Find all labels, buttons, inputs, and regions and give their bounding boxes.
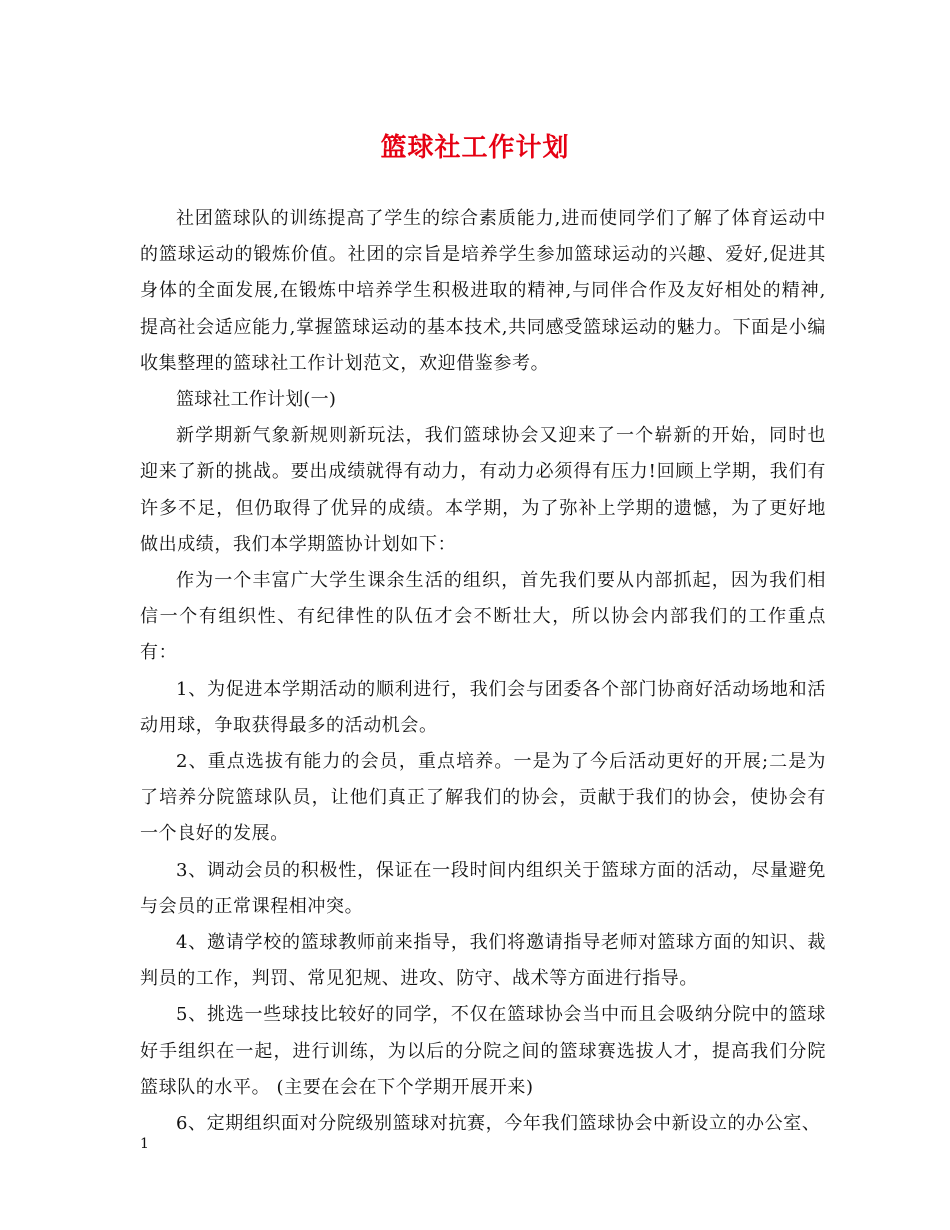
page-number: 1 [140,1136,149,1152]
section-heading: 篮球社工作计划(一) [176,389,337,411]
document-title: 篮球社工作计划 [380,133,570,163]
plan-item-5: 5、挑选一些球技比较好的同学，不仅在篮球协会当中而且会吸纳分院中的篮球好手组织在一起，进行训练，为以后的分院之间的篮球赛选拔人才，提高我们分院篮球队的水平。 (主要在会在下个学期开展开来) [140,1004,826,1098]
plan-item-6: 6、定期组织面对分院级别篮球对抗赛，今年我们篮球协会中新设立的办公室、 [176,1113,821,1135]
document-body [140,201,826,1142]
plan-item-4: 4、邀请学校的篮球教师前来指导，我们将邀请指导老师对篮球方面的知识、裁判员的工作，判罚、常见犯规、进攻、防守、战术等方面进行指导。 [140,932,826,990]
paragraph-new-semester: 新学期新气象新规则新玩法，我们篮球协会又迎来了一个崭新的开始，同时也迎来了新的挑战。要出成绩就得有动力，有动力必须得有压力!回顾上学期，我们有许多不足，但仍取得了优异的成绩。本学期，为了弥补上学期的遗憾，为了更好地做出成绩，我们本学期篮协计划如下： [140,425,826,555]
plan-item-1: 1、为促进本学期活动的顺利进行，我们会与团委各个部门协商好活动场地和活动用球，争取获得最多的活动机会。 [140,678,826,736]
plan-item-3: 3、调动会员的积极性，保证在一段时间内组织关于篮球方面的活动，尽量避免与会员的正常课程相冲突。 [140,859,826,917]
plan-item-2: 2、重点选拔有能力的会员，重点培养。一是为了今后活动更好的开展;二是为了培养分院篮球队员，让他们真正了解我们的协会，贡献于我们的协会，使协会有一个良好的发展。 [140,751,826,845]
intro-paragraph: 社团篮球队的训练提高了学生的综合素质能力,进而使同学们了解了体育运动中的篮球运动的锻炼价值。社团的宗旨是培养学生参加篮球运动的兴趣、爱好,促进其身体的全面发展,在锻炼中培养学生积极进取的精神,与同伴合作及友好相处的精神,提高社会适应能力,掌握篮球运动的基本技术,共同感受篮球运动的魅力。下面是小编收集整理的篮球社工作计划范文，欢迎借鉴参考。 [140,208,826,374]
paragraph-organization: 作为一个丰富广大学生课余生活的组织，首先我们要从内部抓起，因为我们相信一个有组织性、有纪律性的队伍才会不断壮大，所以协会内部我们的工作重点有： [140,570,826,664]
